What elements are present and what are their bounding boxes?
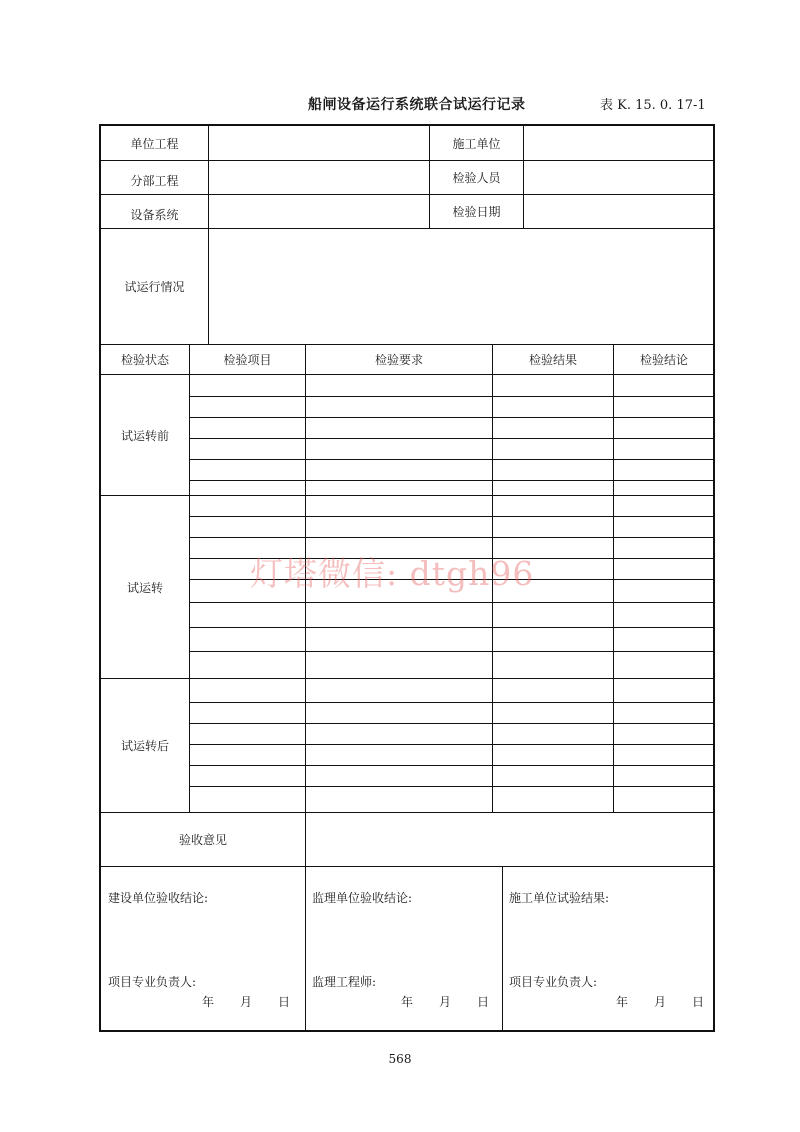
sub-row-divider <box>189 459 715 460</box>
col-divider <box>189 344 190 812</box>
label-unit-project: 单位工程 <box>130 136 179 151</box>
col-header-status: 检验状态 <box>120 353 169 367</box>
day-label: 日 <box>476 994 489 1009</box>
year-label: 年 <box>400 994 413 1009</box>
sub-row-divider <box>189 723 715 724</box>
col-divider <box>613 344 614 812</box>
label-acceptance-opinion: 验收意见 <box>178 833 227 847</box>
col-divider <box>305 812 306 1032</box>
sub-row-divider <box>189 417 715 418</box>
group-divider <box>99 678 715 679</box>
sub-row-divider <box>189 627 715 628</box>
row-divider <box>99 374 715 375</box>
sub-row-divider <box>189 786 715 787</box>
supervisor-conclusion-label: 监理单位验收结论: <box>312 890 413 905</box>
inspection-date-field[interactable] <box>527 195 713 228</box>
year-label: 年 <box>615 994 628 1009</box>
label-inspection-date: 检验日期 <box>452 205 501 219</box>
sub-row-divider <box>189 702 715 703</box>
builder-date <box>190 992 290 1010</box>
group-label-before: 试运转前 <box>120 428 169 443</box>
group-divider <box>99 495 715 496</box>
sub-row-divider <box>189 480 715 481</box>
col-header-requirement: 检验要求 <box>374 353 423 367</box>
sub-row-divider <box>189 602 715 603</box>
page-title: 船闸设备运行系统联合试运行记录 <box>308 97 526 113</box>
builder-conclusion-label: 建设单位验收结论: <box>108 890 209 905</box>
month-label: 月 <box>239 994 252 1009</box>
col-divider <box>523 124 524 228</box>
day-label: 日 <box>277 994 290 1009</box>
col-header-item: 检验项目 <box>223 353 272 367</box>
day-label: 日 <box>691 994 704 1009</box>
builder-person-label: 项目专业负责人: <box>108 974 197 989</box>
supervisor-date <box>389 992 489 1010</box>
label-equipment-system: 设备系统 <box>130 208 179 222</box>
equipment-system-field[interactable] <box>212 195 427 228</box>
unit-project-field[interactable] <box>212 126 427 160</box>
sub-row-divider <box>189 537 715 538</box>
month-label: 月 <box>653 994 666 1009</box>
contractor-date <box>604 992 704 1010</box>
label-sub-project: 分部工程 <box>130 174 179 188</box>
construction-unit-field[interactable] <box>527 126 713 160</box>
sub-row-divider <box>189 438 715 439</box>
col-header-conclusion: 检验结论 <box>639 353 688 367</box>
month-label: 月 <box>438 994 451 1009</box>
supervisor-person-label: 监理工程师: <box>312 974 377 989</box>
sub-project-field[interactable] <box>212 161 427 194</box>
col-divider <box>208 124 209 344</box>
contractor-result-label: 施工单位试验结果: <box>509 890 610 905</box>
label-construction-unit: 施工单位 <box>452 136 501 151</box>
inspector-field[interactable] <box>527 161 713 194</box>
sub-row-divider <box>189 516 715 517</box>
row-divider <box>99 866 715 867</box>
sub-row-divider <box>189 744 715 745</box>
table-code: 表 K. 15. 0. 17-1 <box>600 98 706 113</box>
contractor-person-label: 项目专业负责人: <box>509 974 598 989</box>
trial-run-field[interactable] <box>212 232 712 340</box>
label-trial-run: 试运行情况 <box>124 280 185 294</box>
label-inspector: 检验人员 <box>452 171 501 185</box>
year-label: 年 <box>201 994 214 1009</box>
sub-row-divider <box>189 396 715 397</box>
group-label-after: 试运转后 <box>120 739 169 753</box>
acceptance-opinion-field[interactable] <box>309 816 711 862</box>
group-label-during: 试运转 <box>126 580 163 595</box>
sub-row-divider <box>189 651 715 652</box>
watermark: 灯塔微信: dtgh96 <box>250 554 535 593</box>
sub-row-divider <box>189 765 715 766</box>
page-number: 568 <box>388 1052 412 1066</box>
col-divider <box>502 866 503 1032</box>
col-header-result: 检验结果 <box>528 353 577 367</box>
